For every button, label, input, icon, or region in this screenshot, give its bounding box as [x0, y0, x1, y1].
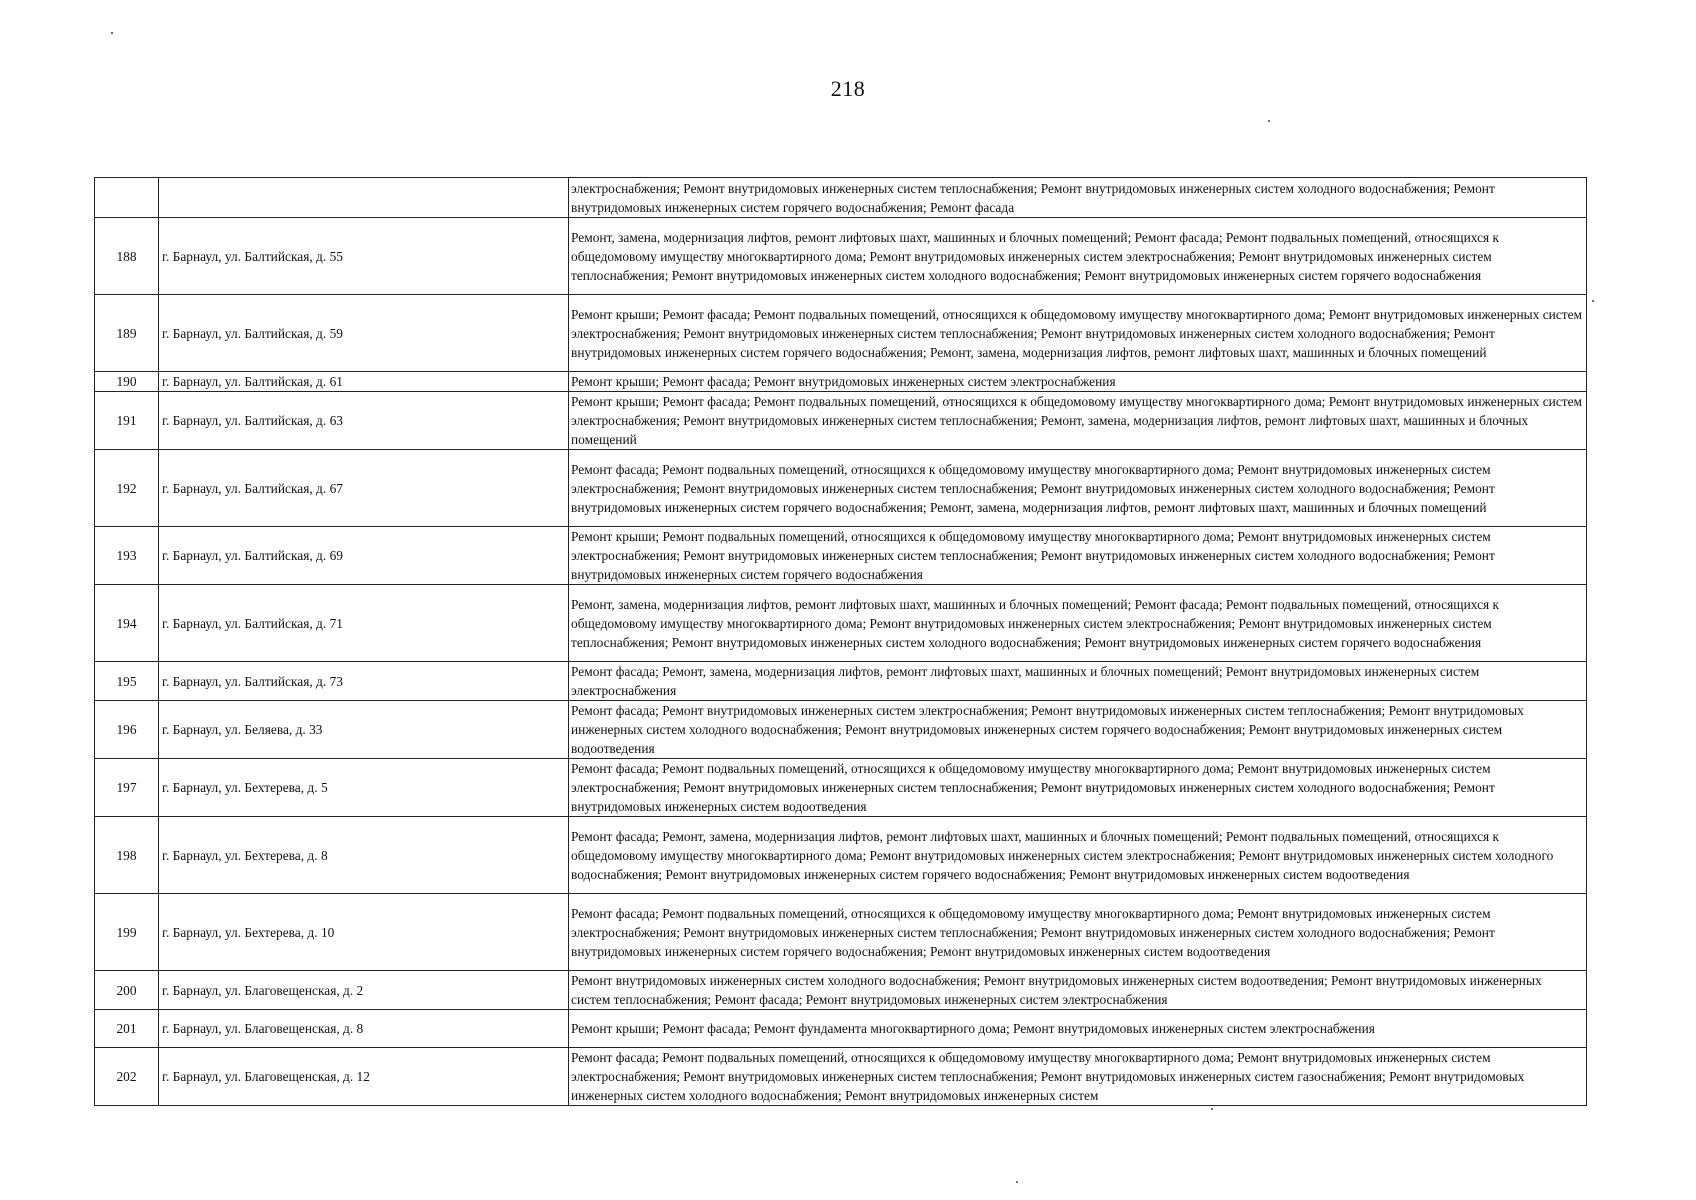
scan-speck — [1211, 1108, 1213, 1110]
row-address: г. Барнаул, ул. Балтийская, д. 55 — [159, 218, 569, 295]
page-number: 218 — [830, 76, 866, 101]
table-row — [95, 662, 1587, 701]
table-row — [95, 971, 1587, 1010]
row-address: г. Барнаул, ул. Благовещенская, д. 2 — [159, 971, 569, 1010]
row-works: Ремонт крыши; Ремонт фасада; Ремонт подвальных помещений, относящихся к общедомовому имуществу многоквартирного дома; Ремонт внутридомовых инженерных систем электроснабжения; Ремонт внутридомовых инженерных систем теплоснабжения; Ремонт, замена, модернизация лифтов, ремонт лифтовых шахт, машинных и блочных помещений — [569, 392, 1587, 450]
row-works: Ремонт крыши; Ремонт фасада; Ремонт подвальных помещений, относящихся к общедомовому имуществу многоквартирного дома; Ремонт внутридомовых инженерных систем электроснабжения; Ремонт внутридомовых инженерных систем теплоснабжения; Ремонт внутридомовых инженерных систем холодного водоснабжения; Ремонт внутридомовых инженерных систем горячего водоснабжения; Ремонт, замена, модернизация лифтов, ремонт лифтовых шахт, машинных и блочных помещений — [569, 295, 1587, 372]
row-number: 192 — [95, 450, 159, 527]
table-row — [95, 701, 1587, 759]
row-address: г. Барнаул, ул. Бехтерева, д. 8 — [159, 817, 569, 894]
scan-speck — [1016, 1181, 1018, 1183]
row-address: г. Барнаул, ул. Благовещенская, д. 8 — [159, 1010, 569, 1048]
row-number: 191 — [95, 392, 159, 450]
row-address: г. Барнаул, ул. Балтийская, д. 67 — [159, 450, 569, 527]
row-works: Ремонт фасада; Ремонт, замена, модернизация лифтов, ремонт лифтовых шахт, машинных и блочных помещений; Ремонт внутридомовых инженерных систем электроснабжения — [569, 662, 1587, 701]
table-row — [95, 295, 1587, 372]
table-row — [95, 585, 1587, 662]
row-number: 189 — [95, 295, 159, 372]
row-number: 193 — [95, 527, 159, 585]
table-row — [95, 894, 1587, 971]
table-row — [95, 1048, 1587, 1106]
row-number — [95, 178, 159, 218]
repair-works-table — [94, 177, 1587, 1106]
table-body — [95, 178, 1587, 1106]
row-number: 199 — [95, 894, 159, 971]
row-address: г. Барнаул, ул. Балтийская, д. 69 — [159, 527, 569, 585]
row-works: Ремонт, замена, модернизация лифтов, ремонт лифтовых шахт, машинных и блочных помещений; Ремонт фасада; Ремонт подвальных помещений, относящихся к общедомовому имуществу многоквартирного дома; Ремонт внутридомовых инженерных систем электроснабжения; Ремонт внутридомовых инженерных систем теплоснабжения; Ремонт внутридомовых инженерных систем холодного водоснабжения; Ремонт внутридомовых инженерных систем горячего водоснабжения — [569, 585, 1587, 662]
table-row — [95, 178, 1587, 218]
row-works: Ремонт крыши; Ремонт фасада; Ремонт внутридомовых инженерных систем электроснабжения — [569, 372, 1587, 392]
row-works: Ремонт фасада; Ремонт подвальных помещений, относящихся к общедомовому имуществу многоквартирного дома; Ремонт внутридомовых инженерных систем электроснабжения; Ремонт внутридомовых инженерных систем теплоснабжения; Ремонт внутридомовых инженерных систем газоснабжения; Ремонт внутридомовых инженерных систем холодного водоснабжения; Ремонт внутридомовых инженерных систем — [569, 1048, 1587, 1106]
row-works: Ремонт крыши; Ремонт фасада; Ремонт фундамента многоквартирного дома; Ремонт внутридомовых инженерных систем электроснабжения — [569, 1010, 1587, 1048]
row-address: г. Барнаул, ул. Балтийская, д. 61 — [159, 372, 569, 392]
row-address — [159, 178, 569, 218]
row-number: 202 — [95, 1048, 159, 1106]
table-row — [95, 1010, 1587, 1048]
row-address: г. Барнаул, ул. Благовещенская, д. 12 — [159, 1048, 569, 1106]
table-row — [95, 527, 1587, 585]
row-address: г. Барнаул, ул. Беляева, д. 33 — [159, 701, 569, 759]
row-works: Ремонт фасада; Ремонт подвальных помещений, относящихся к общедомовому имуществу многоквартирного дома; Ремонт внутридомовых инженерных систем электроснабжения; Ремонт внутридомовых инженерных систем теплоснабжения; Ремонт внутридомовых инженерных систем холодного водоснабжения; Ремонт внутридомовых инженерных систем водоотведения — [569, 759, 1587, 817]
row-number: 194 — [95, 585, 159, 662]
row-works: Ремонт крыши; Ремонт подвальных помещений, относящихся к общедомовому имуществу многоквартирного дома; Ремонт внутридомовых инженерных систем электроснабжения; Ремонт внутридомовых инженерных систем теплоснабжения; Ремонт внутридомовых инженерных систем холодного водоснабжения; Ремонт внутридомовых инженерных систем горячего водоснабжения — [569, 527, 1587, 585]
table-row — [95, 372, 1587, 392]
row-works: Ремонт, замена, модернизация лифтов, ремонт лифтовых шахт, машинных и блочных помещений; Ремонт фасада; Ремонт подвальных помещений, относящихся к общедомовому имуществу многоквартирного дома; Ремонт внутридомовых инженерных систем электроснабжения; Ремонт внутридомовых инженерных систем теплоснабжения; Ремонт внутридомовых инженерных систем холодного водоснабжения; Ремонт внутридомовых инженерных систем горячего водоснабжения — [569, 218, 1587, 295]
scan-speck — [1268, 120, 1270, 122]
scan-speck — [111, 32, 113, 34]
row-address: г. Барнаул, ул. Бехтерева, д. 5 — [159, 759, 569, 817]
row-address: г. Барнаул, ул. Бехтерева, д. 10 — [159, 894, 569, 971]
row-works: Ремонт фасада; Ремонт внутридомовых инженерных систем электроснабжения; Ремонт внутридомовых инженерных систем теплоснабжения; Ремонт внутридомовых инженерных систем холодного водоснабжения; Ремонт внутридомовых инженерных систем горячего водоснабжения; Ремонт внутридомовых инженерных систем водоотведения — [569, 701, 1587, 759]
row-works: электроснабжения; Ремонт внутридомовых инженерных систем теплоснабжения; Ремонт внутридомовых инженерных систем холодного водоснабжения; Ремонт внутридомовых инженерных систем горячего водоснабжения; Ремонт фасада — [569, 178, 1587, 218]
table-row — [95, 218, 1587, 295]
table-row — [95, 817, 1587, 894]
row-number: 197 — [95, 759, 159, 817]
row-number: 188 — [95, 218, 159, 295]
row-number: 198 — [95, 817, 159, 894]
row-address: г. Барнаул, ул. Балтийская, д. 73 — [159, 662, 569, 701]
table-row — [95, 450, 1587, 527]
row-address: г. Барнаул, ул. Балтийская, д. 63 — [159, 392, 569, 450]
table-row — [95, 759, 1587, 817]
row-number: 190 — [95, 372, 159, 392]
row-works: Ремонт фасада; Ремонт подвальных помещений, относящихся к общедомовому имуществу многоквартирного дома; Ремонт внутридомовых инженерных систем электроснабжения; Ремонт внутридомовых инженерных систем теплоснабжения; Ремонт внутридомовых инженерных систем холодного водоснабжения; Ремонт внутридомовых инженерных систем горячего водоснабжения; Ремонт, замена, модернизация лифтов, ремонт лифтовых шахт, машинных и блочных помещений — [569, 450, 1587, 527]
table-row — [95, 392, 1587, 450]
row-works: Ремонт внутридомовых инженерных систем холодного водоснабжения; Ремонт внутридомовых инженерных систем водоотведения; Ремонт внутридомовых инженерных систем теплоснабжения; Ремонт фасада; Ремонт внутридомовых инженерных систем электроснабжения — [569, 971, 1587, 1010]
row-number: 196 — [95, 701, 159, 759]
row-number: 201 — [95, 1010, 159, 1048]
scan-speck — [1592, 300, 1594, 302]
row-works: Ремонт фасада; Ремонт, замена, модернизация лифтов, ремонт лифтовых шахт, машинных и блочных помещений; Ремонт подвальных помещений, относящихся к общедомовому имуществу многоквартирного дома; Ремонт внутридомовых инженерных систем электроснабжения; Ремонт внутридомовых инженерных систем холодного водоснабжения; Ремонт внутридомовых инженерных систем горячего водоснабжения; Ремонт внутридомовых инженерных систем водоотведения — [569, 817, 1587, 894]
row-address: г. Барнаул, ул. Балтийская, д. 71 — [159, 585, 569, 662]
row-number: 195 — [95, 662, 159, 701]
row-works: Ремонт фасада; Ремонт подвальных помещений, относящихся к общедомовому имуществу многоквартирного дома; Ремонт внутридомовых инженерных систем электроснабжения; Ремонт внутридомовых инженерных систем теплоснабжения; Ремонт внутридомовых инженерных систем холодного водоснабжения; Ремонт внутридомовых инженерных систем горячего водоснабжения; Ремонт внутридомовых инженерных систем водоотведения — [569, 894, 1587, 971]
row-number: 200 — [95, 971, 159, 1010]
row-address: г. Барнаул, ул. Балтийская, д. 59 — [159, 295, 569, 372]
